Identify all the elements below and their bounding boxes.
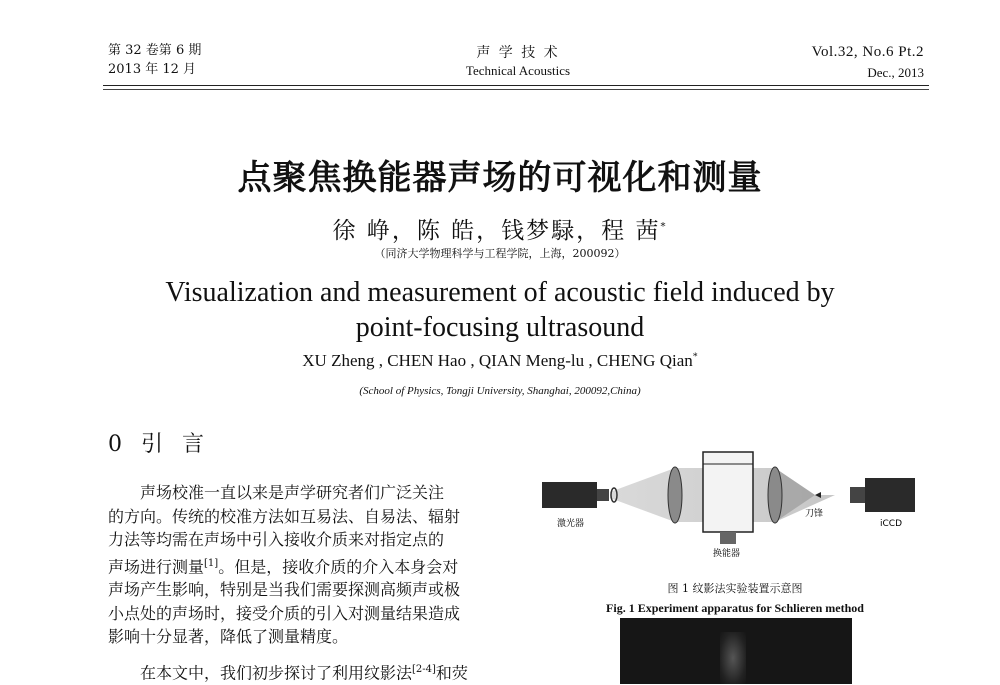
schlieren-image	[620, 618, 852, 684]
laser-box-icon	[542, 482, 597, 508]
journal-date-cn: 2013 年 12 月	[108, 62, 197, 77]
para-line-text: 和荧	[435, 663, 468, 683]
para-line-text: 在本文中，我们初步探讨了利用纹影法	[140, 663, 413, 683]
second-paragraph	[108, 658, 498, 685]
citation-ref: [1]	[204, 557, 219, 569]
authors-cn-names: 徐 峥，陈 皓，钱梦騄，程 茜	[332, 218, 661, 244]
para-line-text: 声场进行测量	[108, 556, 205, 576]
authors-en	[0, 351, 1000, 371]
corresponding-mark-en: *	[692, 351, 698, 363]
lens-right-icon	[768, 467, 782, 523]
section-heading: 0 引 言	[108, 432, 210, 457]
para-line	[108, 552, 498, 579]
paper-title-cn: 点聚焦换能器声场的可视化和测量	[237, 158, 763, 198]
journal-name-cn: 声 学 技 术	[476, 45, 560, 61]
label-transducer: 换能器	[713, 549, 741, 559]
authors-cn	[0, 212, 1000, 245]
iccd-lens-icon	[850, 487, 865, 503]
paper-title-en-line1: Visualization and measurement of acoustic field induced by	[165, 277, 835, 308]
para-line: 声场校准一直以来是声学研究者们广泛关注	[140, 483, 445, 502]
para-line: 小点处的声场时，接受介质的引入对测量结果造成	[108, 603, 461, 623]
para-line: 力法等均需在声场中引入接收介质来对指定点的	[108, 530, 445, 549]
figure-caption-cn: 图 1 纹影法实验装置示意图	[667, 582, 803, 595]
para-line: 的方向。传统的校准方法如互易法、自易法、辐射	[108, 506, 461, 526]
intro-paragraph	[108, 481, 498, 649]
lens-left-icon	[668, 467, 682, 523]
header-rule-top	[103, 85, 929, 86]
schlieren-setup-figure	[535, 440, 935, 570]
label-iccd: iCCD	[880, 519, 902, 529]
affiliation-cn: （同济大学物理科学与工程学院，上海，200092）	[374, 247, 626, 260]
affiliation-en: (School of Physics, Tongji University, Shanghai, 200092,China)	[359, 385, 641, 397]
journal-volume-en: Vol.32, No.6 Pt.2	[811, 44, 924, 60]
transducer-icon	[720, 532, 736, 544]
header-rule-bottom	[103, 89, 929, 90]
label-laser: 激光器	[557, 519, 585, 529]
acoustic-field-pattern	[720, 632, 746, 684]
iccd-camera-icon	[865, 478, 915, 512]
laser-nozzle-icon	[597, 489, 609, 501]
para-line: 声场产生影响，特别是当我们需要探测高频声或极	[108, 580, 461, 600]
figure-caption-en: Fig. 1 Experiment apparatus for Schlieren method	[606, 601, 864, 615]
journal-date-en: Dec., 2013	[867, 65, 924, 80]
journal-name-en: Technical Acoustics	[465, 63, 571, 78]
authors-en-names: XU Zheng , CHEN Hao , QIAN Meng-lu , CHENG Qian	[302, 351, 693, 370]
para-line: 影响十分显著，降低了测量精度。	[108, 627, 349, 647]
journal-issue-cn: 第 32 卷第 6 期	[108, 43, 202, 58]
para-line-text: 。但是，接收介质的介入本身会对	[218, 556, 459, 576]
corresponding-mark-cn: *	[660, 221, 668, 233]
label-knife-edge: 刀锋	[805, 509, 824, 519]
paper-title-en-line2: point-focusing ultrasound	[355, 312, 645, 343]
citation-ref: [2-4]	[412, 664, 436, 675]
